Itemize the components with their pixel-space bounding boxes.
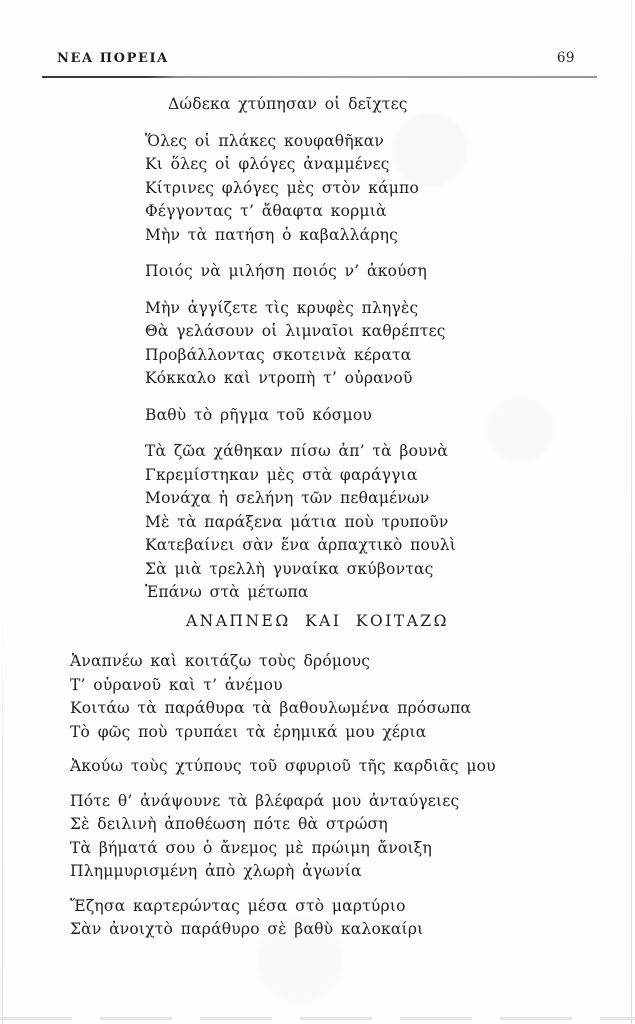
page-number: 69	[556, 50, 575, 66]
poem-line: Μὴν ἀγγίζετε τὶς κρυφὲς πληγὲς	[145, 298, 419, 317]
stanza	[145, 260, 456, 284]
poem-line: Κοιτάω τὰ παράθυρα τὰ βαθουλωμένα πρόσωπα	[70, 699, 472, 717]
poem-line: Βαθὺ τὸ ρῆγμα τοῦ κόσμου	[145, 405, 372, 424]
stanza	[70, 755, 496, 779]
stanza	[145, 440, 456, 605]
poem-line: Πότε θ’ ἀνάψουνε τὰ βλέφαρά μου ἀνταύγειες	[70, 791, 460, 810]
poem-line: Γκρεμίστηκαν μὲς στὰ φαράγγια	[145, 465, 418, 484]
poem-line: Κατεβαίνει σὰν ἕνα ἁρπαχτικὸ πουλὶ	[145, 536, 457, 554]
poem-line: Δώδεκα χτύπησαν οἱ δεῖχτες	[168, 95, 408, 113]
poem-line: Σὰ μιὰ τρελλὴ γυναίκα σκύβοντας	[145, 559, 434, 578]
poem-line: Ἀναπνέω καὶ κοιτάζω τοὺς δρόμους	[70, 652, 371, 670]
poem-line: Μὴν τὰ πατήση ὁ καβαλλάρης	[145, 225, 399, 244]
poem-line: Ἔζησα καρτερώντας μέσα στὸ μαρτύριο	[70, 896, 406, 915]
poem-line: Φέγγοντας τ’ ἄθαφτα κορμιὰ	[145, 202, 387, 220]
poem-line: Μονάχα ἡ σελήνη τῶν πεθαμένων	[145, 489, 430, 507]
poem-line: Ὅλες οἱ πλάκες κουφαθῆκαν	[145, 131, 384, 150]
poem-untitled-continuation	[145, 93, 456, 605]
stanza	[70, 790, 496, 884]
stanza	[70, 650, 496, 744]
poem-line: Τὰ ζῶα χάθηκαν πίσω ἀπ’ τὰ βουνὰ	[145, 442, 449, 460]
poem-anapneo-kai-koitazo	[70, 650, 496, 942]
poem-line: Ἀκούω τοὺς χτύπους τοῦ σφυριοῦ τῆς καρδιᾶς μου	[70, 757, 496, 775]
scan-edge-left	[2, 0, 3, 1024]
poem-line: Τ’ οὐρανοῦ καὶ τ’ ἀνέμου	[70, 675, 283, 694]
stanza	[145, 297, 456, 391]
header-rule	[42, 76, 597, 78]
poem-line: Τὰ βήματά σου ὁ ἄνεμος μὲ πρώιμη ἄνοιξη	[70, 838, 432, 857]
scan-edge-bottom-shadow	[0, 1017, 635, 1020]
stanza	[70, 895, 496, 942]
poem-line: Προβάλλοντας σκοτεινὰ κέρατα	[145, 345, 412, 364]
poem-line: Πλημμυρισμένη ἀπὸ χλωρὴ ἀγωνία	[70, 862, 362, 880]
poem-line: Σὰν ἀνοιχτὸ παράθυρο σὲ βαθὺ καλοκαίρι	[70, 920, 424, 938]
journal-title: ΝΕΑ ΠΟΡΕΙΑ	[57, 51, 169, 66]
poem-line: Ἐπάνω στὰ μέτωπα	[145, 583, 309, 601]
poem-line: Σὲ δειλινὴ ἀποθέωση πότε θὰ στρώση	[70, 815, 388, 833]
poem-line: Κι ὅλες οἱ φλόγες ἀναμμένες	[145, 155, 390, 173]
poem-line: Θὰ γελάσουν οἱ λιμναῖοι καθρέπτες	[145, 322, 446, 340]
poem-line: Κόκκαλο καὶ ντροπὴ τ’ οὐρανοῦ	[145, 369, 413, 387]
poem-title: ΑΝΑΠΝΕΩ ΚΑΙ ΚΟΙΤΑΖΩ	[185, 612, 449, 630]
stanza	[145, 93, 456, 117]
poem-line: Τὸ φῶς ποὺ τρυπάει τὰ ἐρημικά μου χέρια	[70, 722, 427, 741]
poem-line: Κίτρινες φλόγες μὲς στὸν κάμπο	[145, 178, 419, 197]
poem-line: Μὲ τὰ παράξενα μάτια ποὺ τρυποῦν	[145, 512, 449, 531]
scan-edge-right	[631, 0, 632, 1024]
poem-line: Ποιός νὰ μιλήση ποιός ν’ ἀκούση	[145, 262, 428, 280]
stanza	[145, 404, 456, 428]
page-header	[57, 50, 575, 66]
stanza	[145, 130, 456, 248]
